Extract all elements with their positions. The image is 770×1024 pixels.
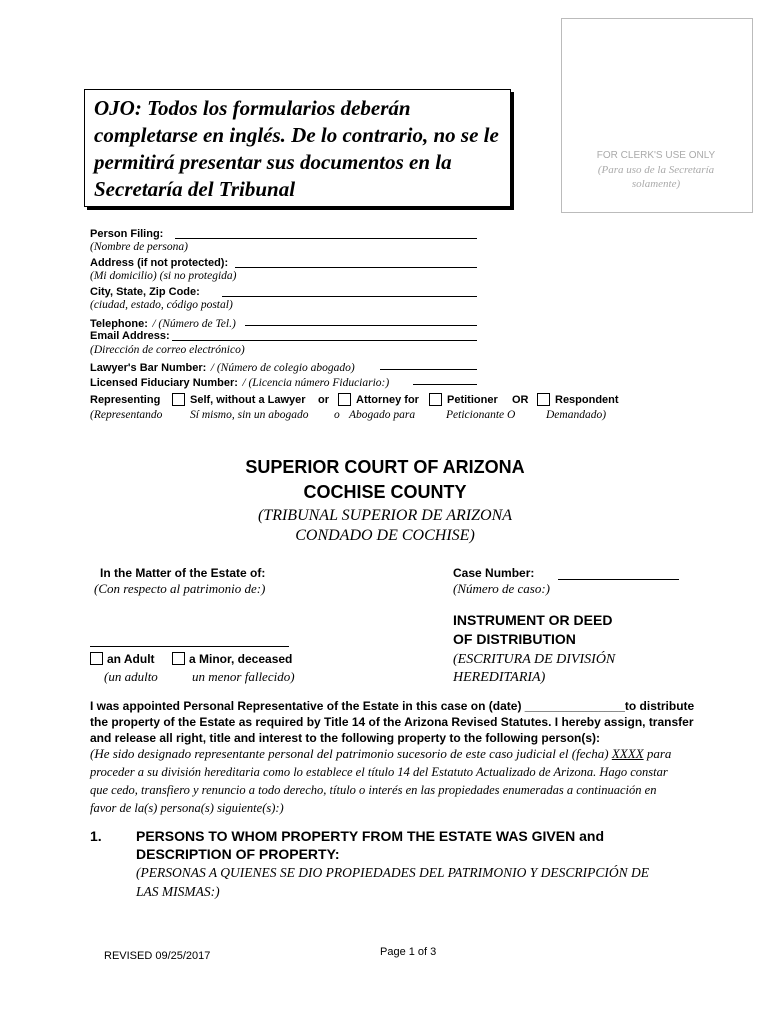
petitioner-label-es: Peticionante O [446,409,516,421]
estate-name-field[interactable] [90,646,289,647]
statement-line3-es: que cedo, transfiero y renuncio a todo derecho, título o interés en las propiedades enumeradas a continuación en [90,783,657,797]
respondent-label: Respondent [555,394,619,406]
adult-label: an Adult [107,652,155,666]
telephone-label: Telephone: [90,318,148,330]
fiduciary-number-label: Licensed Fiduciary Number: [90,377,238,389]
respondent-checkbox[interactable] [537,393,550,406]
clerk-use-label-es: (Para uso de la Secretaría solamente) [597,164,715,190]
address-label: Address (if not protected): [90,257,229,269]
minor-label-es: un menor fallecido) [192,669,295,684]
or-label-2: OR [512,394,529,406]
city-state-zip-label-es: (ciudad, estado, código postal) [90,299,233,311]
email-label: Email Address: [90,330,170,342]
doc-title-line2-es: HEREDITARIA) [453,670,546,685]
fiduciary-number-label-es: / (Licencia número Fiduciario:) [242,377,390,389]
section-1-title-line1-es: (PERSONAS A QUIENES SE DIO PROPIEDADES DEL PATRIMONIO Y DESCRIPCIÓN DE [136,865,649,880]
address-field[interactable] [235,267,477,268]
statement-line1-es-b: para [643,746,672,761]
bar-number-label-es: / (Número de colegio abogado) [210,362,355,374]
attorney-label: Attorney for [356,394,419,406]
statement-line4-es: favor de la(s) persona(s) siguiente(s):) [90,801,284,815]
person-filing-field[interactable] [175,238,477,239]
section-1-title-line2: DESCRIPTION OF PROPERTY: [136,846,340,862]
section-1-number: 1. [90,828,102,844]
statement-date-es: XXXX [611,746,644,761]
address-label-es: (Mi domicilio) (si no protegida) [90,270,237,282]
doc-title-line2: OF DISTRIBUTION [453,631,576,647]
case-number-field[interactable] [558,579,679,580]
doc-title-line1: INSTRUMENT OR DEED [453,612,613,628]
email-label-es: (Dirección de correo electrónico) [90,344,245,356]
or-label-es: o [334,409,340,421]
person-filing-label: Person Filing: [90,228,164,240]
statement-line1-es-a: (He sido designado representante personal del patrimonio sucesorio de este caso judicial el (fecha) [90,746,612,761]
telephone-label-es: / (Número de Tel.) [152,318,236,330]
bar-number-label: Lawyer's Bar Number: [90,362,207,374]
clerk-use-label: FOR CLERK'S USE ONLY [596,150,716,161]
adult-label-es: (un adulto [104,669,158,684]
representing-label: Representing [90,394,161,406]
bar-number-field[interactable] [380,369,477,370]
self-label-es: Sí mismo, sin un abogado [190,409,309,421]
fiduciary-number-row [90,373,389,391]
section-1-title-line1: PERSONS TO WHOM PROPERTY FROM THE ESTATE WAS GIVEN and [136,828,605,844]
representing-label-es: (Representando [90,409,163,421]
estate-matter-label-es: (Con respecto al patrimonio de:) [94,581,266,596]
statement-line3: and release all right, title and interest to the following property to the following person(s): [90,731,601,745]
city-state-zip-field[interactable] [222,296,477,297]
doc-title-line1-es: (ESCRITURA DE DIVISIÓN [453,652,616,667]
case-number-label-es: (Número de caso:) [453,581,550,596]
spanish-notice-text: OJO: Todos los formularios deberán completarse en inglés. De lo contrario, no se le permitirá presentar sus documentos en la Secretaría del Tribunal [94,96,499,201]
telephone-field[interactable] [245,325,477,326]
attorney-checkbox[interactable] [338,393,351,406]
estate-matter-label: In the Matter of the Estate of: [100,566,266,580]
court-title: SUPERIOR COURT OF ARIZONA [245,457,525,477]
adult-checkbox[interactable] [90,652,103,665]
self-label: Self, without a Lawyer [190,394,306,406]
petitioner-checkbox[interactable] [429,393,442,406]
county-title-es: CONDADO DE COCHISE) [295,527,475,544]
person-filing-label-es: (Nombre de persona) [90,241,188,253]
statement-line2: the property of the Estate as required by Title 14 of the Arizona Revised Statutes. I hereby assign, transfer [90,715,694,729]
petitioner-label: Petitioner [447,394,498,406]
statement-line2-es: proceder a su división hereditaria como lo establece el título 14 del Estatuto Actualizado de Arizona. Hago constar [90,765,668,779]
minor-label: a Minor, deceased [189,652,293,666]
fiduciary-number-field[interactable] [413,384,477,385]
respondent-label-es: Demandado) [546,409,607,421]
statement-line1-es [90,745,671,763]
minor-checkbox[interactable] [172,652,185,665]
city-state-zip-label: City, State, Zip Code: [90,286,200,298]
court-title-es: (TRIBUNAL SUPERIOR DE ARIZONA [257,507,513,524]
case-number-label: Case Number: [453,566,535,580]
section-1-title-line2-es: LAS MISMAS:) [136,884,220,899]
attorney-label-es: Abogado para [349,409,416,421]
revised-date: REVISED 09/25/2017 [104,950,211,962]
email-field[interactable] [172,340,477,341]
statement-line1: I was appointed Personal Representative of the Estate in this case on (date) _______________to distribute [90,699,695,713]
page-number: Page 1 of 3 [380,946,437,958]
self-checkbox[interactable] [172,393,185,406]
county-title: COCHISE COUNTY [303,482,467,502]
or-label: or [318,394,329,406]
